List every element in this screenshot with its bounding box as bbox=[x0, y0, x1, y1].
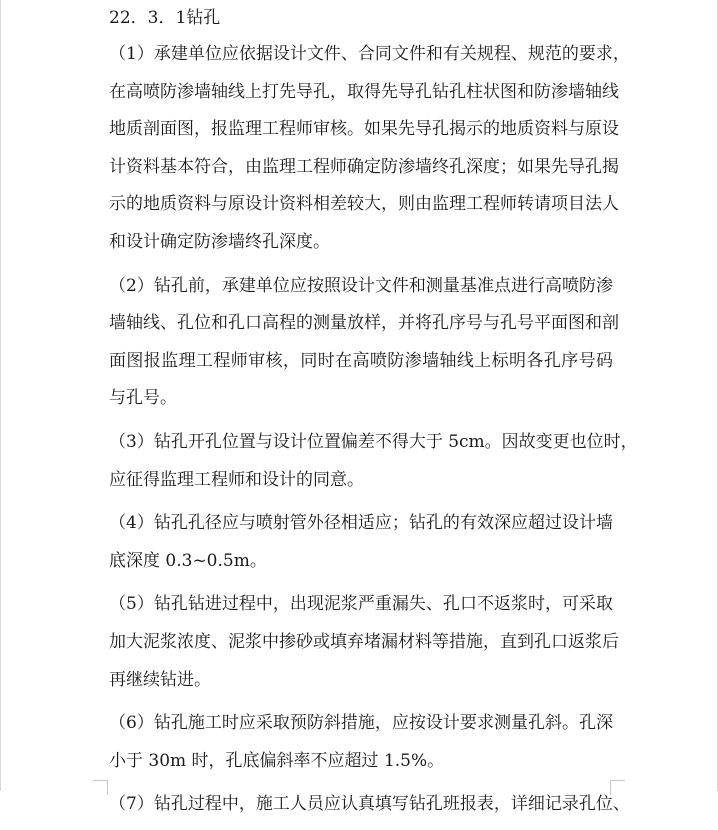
paragraph-line: （3）钻孔开孔位置与设计位置偏差不得大于 5cm。因故变更也位时， bbox=[109, 431, 638, 452]
paragraph-line: 小于 30m 时，孔底偏斜率不应超过 1.5%。 bbox=[109, 750, 445, 771]
paragraph-line: 在高喷防渗墙轴线上打先导孔，取得先导孔钻孔柱状图和防渗墙轴线 bbox=[109, 81, 619, 102]
paragraph-3 bbox=[109, 424, 638, 499]
paragraph-line: 加大泥浆浓度、泥浆中掺砂或填弃堵漏材料等措施，直到孔口返浆后 bbox=[109, 631, 619, 652]
paragraph-line: （7）钻孔过程中，施工人员应认真填写钻孔班报表，详细记录孔位、 bbox=[109, 794, 630, 815]
paragraph-line: 计资料基本符合，由监理工程师确定防渗墙终孔深度；如果先导孔揭 bbox=[109, 156, 619, 177]
paragraph-line: （4）钻孔孔径应与喷射管外径相适应；钻孔的有效深应超过设计墙 bbox=[109, 513, 613, 534]
document-body bbox=[109, 4, 638, 830]
page-corner-mark-left bbox=[93, 780, 108, 795]
paragraph-line: （6）钻孔施工时应采取预防斜措施，应按设计要求测量孔斜。孔深 bbox=[109, 713, 613, 734]
page-corner-mark-right bbox=[610, 780, 625, 795]
paragraph-6 bbox=[109, 705, 613, 780]
paragraph-line: 地质剖面图，报监理工程师审核。如果先导孔揭示的地质资料与原设 bbox=[109, 119, 619, 140]
paragraph-line: （1）承建单位应依据设计文件、合同文件和有关规程、规范的要求， bbox=[109, 44, 630, 64]
paragraph-5 bbox=[109, 586, 619, 699]
paragraph-4 bbox=[109, 505, 613, 580]
paragraph-line: （5）钻孔钻进过程中，出现泥浆严重漏失、孔口不返浆时，可采取 bbox=[109, 594, 613, 615]
paragraph-line: 示的地质资料与原设计资料相差较大，则由监理工程师转请项目法人 bbox=[109, 194, 619, 215]
paragraph-1 bbox=[109, 36, 630, 262]
paragraph-line: 再继续钻进。 bbox=[109, 669, 211, 690]
paragraph-7 bbox=[109, 786, 630, 824]
section-heading bbox=[109, 4, 613, 32]
paragraph-line: 应征得监理工程师和设计的同意。 bbox=[109, 469, 364, 490]
section-number: 22．3．1 bbox=[109, 8, 187, 28]
paragraph-2 bbox=[109, 268, 619, 418]
paragraph-line: 和设计确定防渗墙终孔深度。 bbox=[109, 231, 330, 252]
paragraph-line: （2）钻孔前，承建单位应按照设计文件和测量基准点进行高喷防渗 bbox=[109, 275, 613, 296]
paragraph-line: 底深度 0.3~0.5m。 bbox=[109, 550, 267, 571]
paragraph-line: 墙轴线、孔位和孔口高程的测量放样，并将孔序号与孔号平面图和剖 bbox=[109, 313, 619, 334]
paragraph-line: 面图报监理工程师审核，同时在高喷防渗墙轴线上标明各孔序号码 bbox=[109, 350, 613, 371]
section-title: 钻孔 bbox=[186, 8, 221, 28]
paragraph-line: 与孔号。 bbox=[109, 388, 177, 409]
